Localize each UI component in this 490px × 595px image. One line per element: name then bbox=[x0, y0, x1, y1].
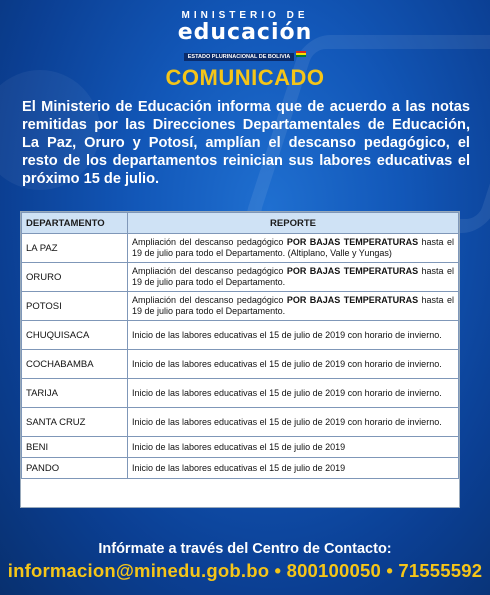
report-text: Ampliación del descanso pedagógico bbox=[132, 295, 287, 305]
report-cell bbox=[128, 263, 459, 292]
department-cell: ORURO bbox=[22, 263, 128, 292]
table-row bbox=[22, 263, 459, 292]
table-row bbox=[22, 292, 459, 321]
report-text: Inicio de las labores educativas el 15 de julio de 2019 con horario de invierno. bbox=[132, 416, 442, 427]
bolivia-flag-icon bbox=[296, 51, 306, 57]
contact-heading: Infórmate a través del Centro de Contacto: bbox=[98, 541, 392, 557]
department-cell: CHUQUISACA bbox=[22, 321, 128, 350]
report-cell bbox=[128, 234, 459, 263]
report-text: Inicio de las labores educativas el 15 de julio de 2019 con horario de invierno. bbox=[132, 387, 442, 398]
report-cell bbox=[128, 321, 459, 350]
table-row bbox=[22, 321, 459, 350]
department-cell: PANDO bbox=[22, 458, 128, 479]
report-cell bbox=[128, 437, 459, 458]
report-text: Inicio de las labores educativas el 15 de julio de 2019 con horario de invierno. bbox=[132, 329, 442, 340]
report-table bbox=[21, 212, 459, 479]
ministry-top-text: MINISTERIO DE bbox=[181, 10, 309, 21]
table-row bbox=[22, 408, 459, 437]
report-text: Inicio de las labores educativas el 15 de julio de 2019 bbox=[132, 441, 346, 452]
department-cell: TARIJA bbox=[22, 379, 128, 408]
department-cell: BENI bbox=[22, 437, 128, 458]
report-cell bbox=[128, 350, 459, 379]
report-cell bbox=[128, 292, 459, 321]
header-reporte: REPORTE bbox=[128, 213, 459, 234]
report-text-end: hasta el 19 de julio para todo el Departamento. (Altiplano, Valle y Yungas) bbox=[132, 237, 454, 258]
report-text: Ampliación del descanso pedagógico bbox=[132, 237, 287, 247]
department-cell: POTOSI bbox=[22, 292, 128, 321]
table-row bbox=[22, 379, 459, 408]
intro-paragraph: El Ministerio de Educación informa que de acuerdo a las notas remitidas por las Direcciones Departamentales de Educación, La Paz, Oruro y Potosí, amplían el descanso pedagógico, el resto de los departamentos reinician sus labores educativas el próximo 15 de julio. bbox=[22, 99, 470, 187]
logo-subtitle: ESTADO PLURINACIONAL DE BOLIVIA bbox=[184, 53, 294, 61]
report-text: Ampliación del descanso pedagógico bbox=[132, 266, 287, 276]
report-table-container bbox=[20, 211, 460, 508]
table-row bbox=[22, 437, 459, 458]
report-emphasis: POR BAJAS TEMPERATURAS bbox=[286, 237, 419, 247]
report-cell bbox=[128, 379, 459, 408]
ministry-logo bbox=[0, 10, 490, 63]
report-text: Inicio de las labores educativas el 15 de julio de 2019 con horario de invierno. bbox=[132, 358, 442, 369]
table-row bbox=[22, 458, 459, 479]
report-emphasis: POR BAJAS TEMPERATURAS bbox=[286, 266, 419, 276]
logo-wordmark: educación bbox=[177, 20, 313, 45]
page-title: COMUNICADO bbox=[165, 65, 325, 90]
report-emphasis: POR BAJAS TEMPERATURAS bbox=[286, 295, 419, 305]
contact-info: informacion@minedu.gob.bo • 800100050 • 71555592 bbox=[7, 560, 483, 581]
department-cell: COCHABAMBA bbox=[22, 350, 128, 379]
report-text-end: hasta el 19 de julio para todo el Departamento. bbox=[132, 295, 454, 316]
header-departamento: DEPARTAMENTO bbox=[22, 213, 128, 234]
report-cell bbox=[128, 408, 459, 437]
table-header-row bbox=[22, 213, 459, 234]
table-row bbox=[22, 234, 459, 263]
department-cell: LA PAZ bbox=[22, 234, 128, 263]
table-row bbox=[22, 350, 459, 379]
report-text-end: hasta el 19 de julio para todo el Departamento. bbox=[132, 266, 454, 287]
report-cell bbox=[128, 458, 459, 479]
department-cell: SANTA CRUZ bbox=[22, 408, 128, 437]
report-text: Inicio de las labores educativas el 15 de julio de 2019 bbox=[132, 462, 346, 473]
